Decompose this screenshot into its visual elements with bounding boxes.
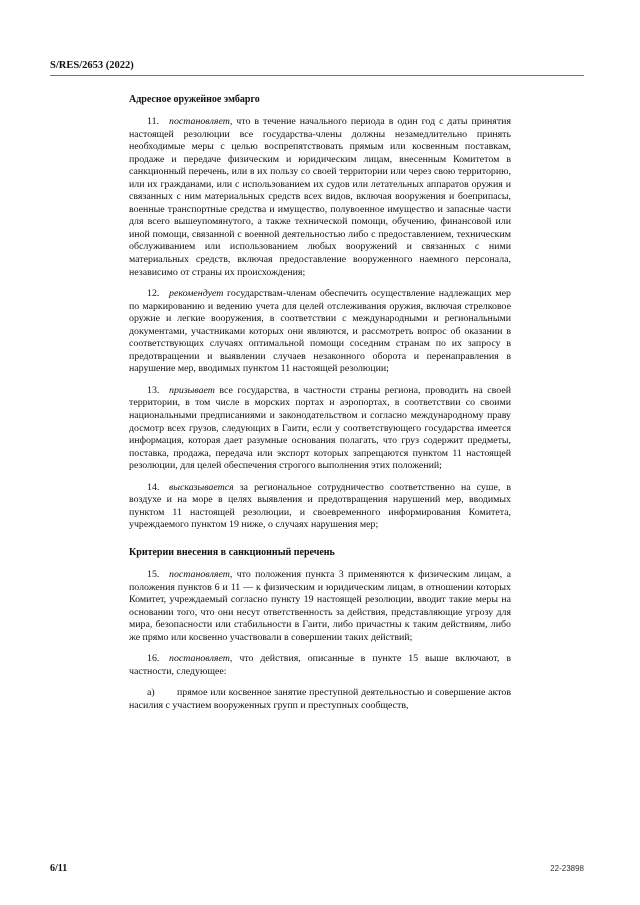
operative-verb: призывает: [169, 384, 215, 396]
subparagraph-letter: a): [147, 687, 155, 699]
paragraph-number: 15.: [147, 568, 160, 580]
operative-verb: постановляет: [169, 116, 230, 127]
paragraph-15: [129, 569, 511, 644]
paragraph-text: , что в течение начального периода в один год с даты принятия настоящей резолюции все государства-члены должны незамедлительно принять необходимые меры с целью воспрепятствовать прямым или косвенным поставкам, продаже и передаче физическим и юридическим лицам, внесенным Комитетом в санкционный перечень, или в их пользу со своей территории или через свою территорию, или их гражданами, или с использованием их судов или летательных аппаратов оружия и связанных с ним материальных средств всех видов, включая вооружения и боеприпасы, военные транспортные средства и имущество, полувоенное имущество и запасные части для всего вышеупомянутого, а также технической помощи, обучению, финансовой или иной помощи, связанной с военной деятельностью либо с предоставлением, техническим обслуживанием или использованием любых вооружений и связанных с ними материальных средств, включая предоставление вооруженного наемного персонала, независимо от страны их происхождения;: [129, 116, 511, 278]
document-job-code: 22-23898: [550, 864, 584, 873]
page-header: [50, 60, 584, 76]
paragraph-11: [129, 116, 511, 279]
paragraph-text: государствам-членам обеспечить осуществление надлежащих мер по маркированию и ведению учета для целей отслеживания оружия, включая стрелковое оружие и легкие вооружения, в соответствии с международными и региональными документами, участниками которых они являются, и рассмотреть вопрос об оказании в соответствующих случаях оптимальной помощи соседним странам по их запросу в предотвращении и выявлении случаев незаконного оборота и перенаправления в нарушение мер, вводимых пунктом 11 настоящей резолюции;: [129, 288, 511, 375]
subparagraph-text: прямое или косвенное занятие преступной деятельностью и совершение актов насилия с участием вооруженных групп и преступных сообществ,: [129, 687, 511, 711]
paragraph-number: 16.: [147, 653, 160, 665]
page-number: 6/11: [50, 863, 68, 874]
paragraph-16: [129, 653, 511, 678]
paragraph-text: , что действия, описанные в пункте 15 выше включают, в частности, следующее:: [129, 653, 511, 677]
operative-verb: рекомендует: [169, 288, 224, 300]
operative-verb: постановляет: [169, 653, 230, 665]
paragraph-number: 12.: [147, 288, 160, 300]
paragraph-number: 11.: [147, 116, 159, 127]
section-heading-arms-embargo: Адресное оружейное эмбарго: [129, 94, 260, 105]
paragraph-text: , что положения пункта 3 применяются к физическим лицам, а положения пунктов 6 и 11 — к физическим и юридическим лицам, в отношении которых Комитет, учреждаемый согласно пункту 19 настоящей резолюции, вводит такие меры на основании того, что они несут ответственность за действия, представляющие угрозу для мира, безопасности или стабильности в Гаити, либо причастны к таким действиям, либо же прямо или косвенно участвовали в совершении таких действий;: [129, 568, 511, 643]
paragraph-12: [129, 288, 511, 376]
subparagraph-a: [129, 687, 511, 712]
operative-verb: высказывается: [169, 481, 234, 493]
paragraph-13: [129, 385, 511, 473]
document-symbol: S/RES/2653 (2022): [50, 60, 134, 71]
paragraph-14: [129, 482, 511, 532]
paragraph-number: 14.: [147, 481, 160, 493]
section-heading-designation-criteria: Критерии внесения в санкционный перечень: [129, 546, 335, 558]
document-body: [129, 94, 511, 712]
paragraph-text: все государства, в частности страны региона, проводить на своей территории, в том числе в морских портах и аэропортах, в соответствии со своими национальными предписаниями и законодательством и согласно международному праву досмотр всех грузов, следующих в Гаити, если у соответствующего государства имеется информация, которая дает разумные основания полагать, что груз содержит предметы, поставка, продажа, передача или экспорт которых запрещаются пунктом 11 настоящей резолюции, для целей обеспечения строгого выполнения этих положений;: [129, 384, 511, 472]
paragraph-number: 13.: [147, 384, 160, 396]
operative-verb: постановляет: [169, 568, 230, 580]
paragraph-text: за региональное сотрудничество соответственно на суше, в воздухе и на море в целях выявления и предотвращения нарушений мер, вводимых пунктом 11 настоящей резолюции, и своевременного информирования Комитета, учреждаемого пунктом 19 ниже, о случаях нарушения мер;: [129, 481, 511, 531]
